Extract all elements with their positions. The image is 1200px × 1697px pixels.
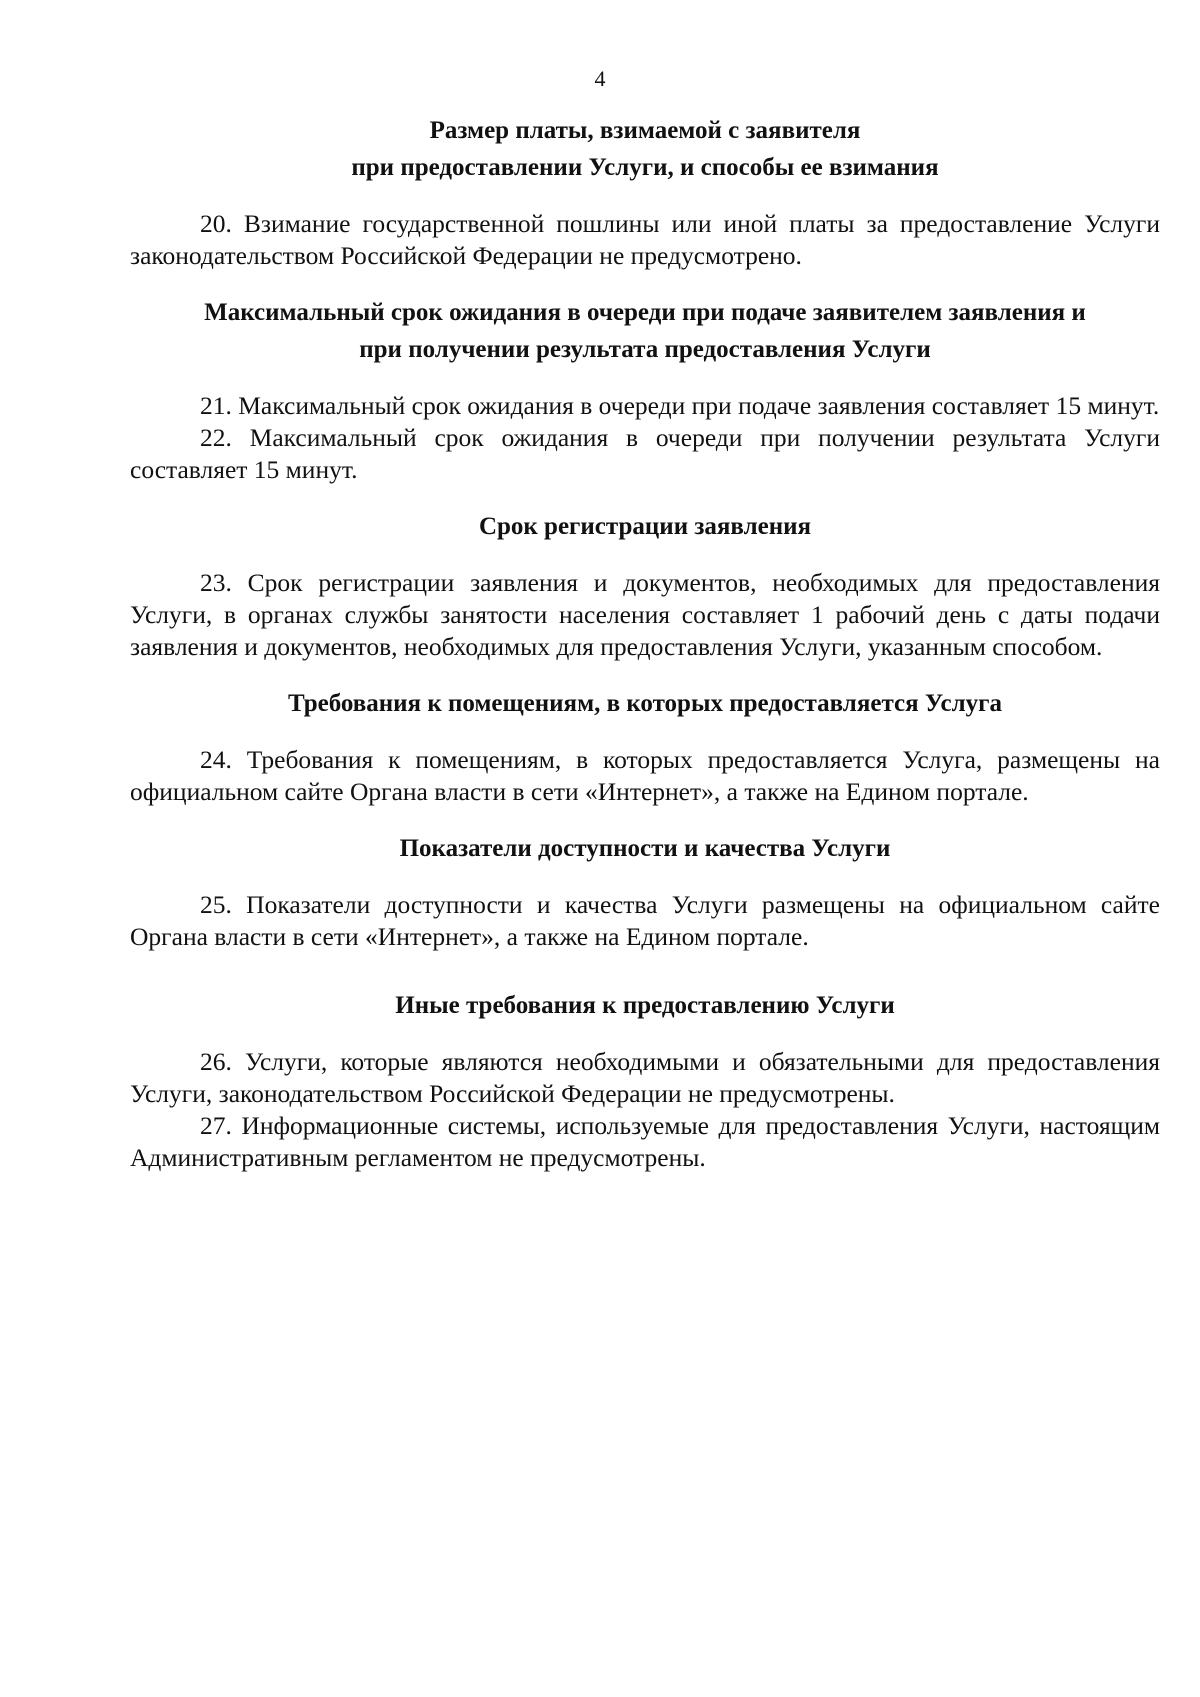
paragraph-22: 22. Максимальный срок ожидания в очереди при получении результата Услуги составляет 15 минут. [130,423,1160,484]
paragraph-27: 27. Информационные системы, используемые для предоставления Услуги, настоящим Административным регламентом не предусмотрены. [130,1111,1160,1172]
section-heading-line: Требования к помещениям, в которых предоставляется Услуга [287,690,1003,717]
paragraph-23: 23. Срок регистрации заявления и документов, необходимых для предоставления Услуги, в органах службы занятости населения составляет 1 рабочий день с даты подачи заявления и документов, необходимых для предоставления Услуги, указанным способом. [130,568,1160,661]
section-heading-line: Иные требования к предоставлению Услуги [395,992,895,1019]
section-payment [130,112,1160,272]
paragraph-26: 26. Услуги, которые являются необходимыми и обязательными для предоставления Услуги, законодательством Российской Федерации не предусмотрены. [130,1047,1160,1108]
section-premises [130,685,1160,808]
section-heading-line: Размер платы, взимаемой с заявителя [429,117,861,144]
section-heading-line: Срок регистрации заявления [478,513,812,540]
section-heading-line: при получении результата предоставления Услуги [359,336,931,363]
section-quality-indicators [130,830,1160,953]
section-heading-line: Максимальный срок ожидания в очереди при подаче заявителем заявления и [204,299,1086,326]
paragraph-25: 25. Показатели доступности и качества Услуги размещены на официальном сайте Органа власти в сети «Интернет», а также на Едином портале. [130,890,1160,951]
paragraph-21: 21. Максимальный срок ожидания в очереди при подаче заявления составляет 15 минут. [200,391,1160,420]
section-heading-line: при предоставлении Услуги, и способы ее взимания [351,154,939,181]
paragraph-24: 24. Требования к помещениям, в которых предоставляется Услуга, размещены на официальном сайте Органа власти в сети «Интернет», а также на Едином портале. [130,745,1160,806]
section-queue-wait [130,294,1160,486]
page-number: 4 [594,66,606,91]
paragraph-20: 20. Взимание государственной пошлины или иной платы за предоставление Услуги законодательством Российской Федерации не предусмотрено. [130,209,1160,270]
section-registration-term [130,508,1160,663]
section-other-requirements [130,987,1160,1174]
section-heading-line: Показатели доступности и качества Услуги [399,835,891,862]
document-body [130,112,1160,1174]
